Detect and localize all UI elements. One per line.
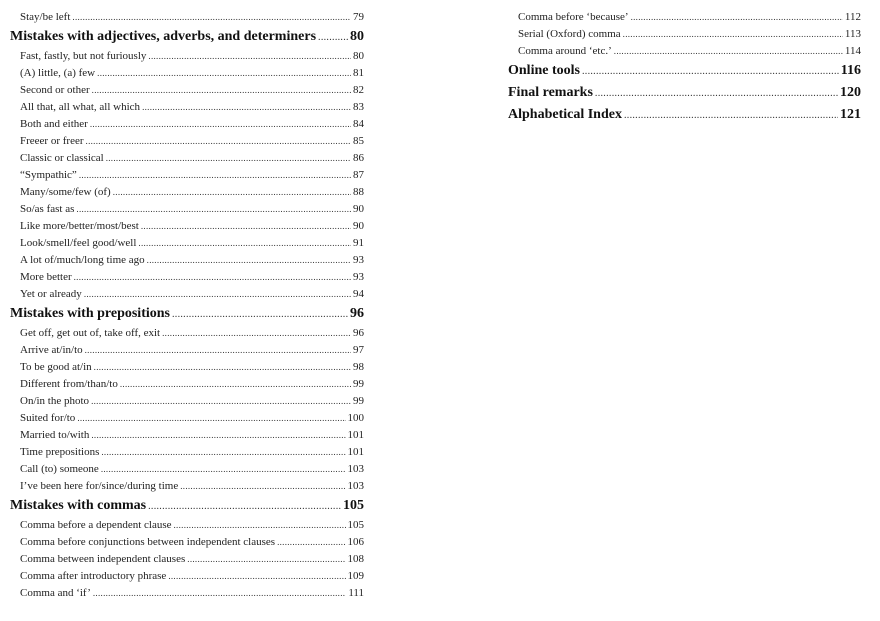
toc-entry-page: 98 [353,361,364,373]
toc-entry-page: 116 [840,63,861,78]
toc-entry-page: 91 [353,237,364,249]
toc-entry-page: 105 [343,498,364,513]
dot-leader [86,133,351,150]
dot-leader [174,517,346,534]
toc-entry-title: I’ve been here for/since/during time [20,480,179,492]
toc-entry-title: Suited for/to [20,412,76,424]
toc-entry-title: Mistakes with commas [10,498,147,513]
toc-entry-title: Both and either [20,118,88,130]
toc-entry[interactable] [10,184,364,201]
dot-leader [74,269,351,286]
dot-leader [162,325,351,342]
dot-leader [72,9,351,26]
dot-leader [101,461,346,478]
dot-leader [106,150,351,167]
toc-entry-page: 86 [353,152,364,164]
toc-entry-title: Mistakes with prepositions [10,306,170,321]
toc-entry-title: So/as fast as [20,203,75,215]
toc-entry-title: Comma and ‘if’ [20,587,91,599]
dot-leader [180,478,345,495]
toc-entry-title: Stay/be left [20,11,71,23]
toc-entry-page: 105 [347,519,364,531]
dot-leader [84,286,351,303]
toc-entry-page: 100 [347,412,364,424]
toc-entry[interactable] [10,376,364,393]
toc-entry-page: 113 [844,28,861,40]
toc-section-entry[interactable] [10,26,364,48]
toc-entry-title: Final remarks [508,85,593,100]
toc-entry-title: To be good at/in [20,361,92,373]
dot-leader [91,393,351,410]
toc-entry[interactable] [10,167,364,184]
toc-section-entry[interactable] [508,82,861,104]
toc-entry-page: 90 [353,220,364,232]
toc-entry-page: 109 [347,570,364,582]
toc-entry-title: Arrive at/in/to [20,344,83,356]
toc-entry-title: Comma around ‘etc.’ [518,45,612,57]
toc-entry-title: Comma before a dependent clause [20,519,172,531]
toc-entry-title: Serial (Oxford) comma [518,28,621,40]
toc-entry-title: Look/smell/feel good/well [20,237,137,249]
dot-leader [94,359,351,376]
toc-entry-title: Many/some/few (of) [20,186,111,198]
toc-entry-title: Online tools [508,63,580,78]
toc-entry-title: Alphabetical Index [508,107,622,122]
toc-entry[interactable] [10,359,364,376]
toc-entry[interactable] [10,218,364,235]
toc-entry-page: 94 [353,288,364,300]
dot-leader [85,342,351,359]
toc-entry[interactable] [508,26,861,43]
dot-leader [172,303,348,326]
dot-leader [141,218,351,235]
toc-entry-title: Comma after introductory phrase [20,570,167,582]
toc-entry-page: 96 [350,306,364,321]
toc-entry[interactable] [10,99,364,116]
toc-entry-title: “Sympathic” [20,169,77,181]
toc-entry-page: 101 [347,429,364,441]
toc-entry-title: Mistakes with adjectives, adverbs, and determiners [10,29,317,44]
toc-entry-title: Like more/better/most/best [20,220,139,232]
toc-entry[interactable] [10,65,364,82]
toc-entry[interactable] [10,342,364,359]
dot-leader [147,252,351,269]
toc-entry-page: 106 [347,536,364,548]
toc-entry[interactable] [10,252,364,269]
toc-section-entry[interactable] [10,303,364,325]
toc-entry-title: Time prepositions [20,446,100,458]
toc-entry-title: (A) little, (a) few [20,67,96,79]
toc-entry[interactable] [10,325,364,342]
toc-entry-page: 85 [353,135,364,147]
dot-leader [138,235,351,252]
toc-entry-page: 121 [840,107,861,122]
toc-section-entry[interactable] [508,104,861,126]
toc-entry-title: Married to/with [20,429,90,441]
toc-entry[interactable] [10,116,364,133]
toc-entry-title: On/in the photo [20,395,90,407]
dot-leader [97,65,351,82]
dot-leader [624,104,838,127]
dot-leader [614,43,843,60]
toc-entry[interactable] [10,393,364,410]
toc-entry-title: Comma between independent clauses [20,553,186,565]
dot-leader [187,551,345,568]
dot-leader [77,410,345,427]
toc-entry-page: 103 [347,463,364,475]
dot-leader [631,9,843,26]
toc-entry-title: Comma before ‘because’ [518,11,629,23]
toc-entry[interactable] [10,478,364,495]
toc-entry-page: 111 [348,587,364,599]
toc-entry[interactable] [10,461,364,478]
dot-leader [90,116,351,133]
toc-entry[interactable] [10,201,364,218]
toc-entry-title: A lot of/much/long time ago [20,254,145,266]
toc-entry-page: 88 [353,186,364,198]
toc-entry-page: 82 [353,84,364,96]
toc-entry-title: All that, all what, all which [20,101,141,113]
dot-leader [93,585,346,602]
toc-entry[interactable] [10,534,364,551]
toc-entry-page: 81 [353,67,364,79]
dot-leader [595,82,838,105]
toc-entry[interactable] [10,9,364,26]
dot-leader [168,568,345,585]
toc-right-column [508,0,861,126]
dot-leader [582,60,839,83]
toc-entry-page: 93 [353,254,364,266]
toc-entry[interactable] [10,150,364,167]
dot-leader [91,427,345,444]
dot-leader [148,48,351,65]
toc-entry-page: 96 [353,327,364,339]
toc-entry-title: Classic or classical [20,152,104,164]
toc-entry[interactable] [508,43,861,60]
toc-entry-title: Fast, fastly, but not furiously [20,50,147,62]
toc-entry[interactable] [10,48,364,65]
toc-entry-page: 80 [353,50,364,62]
dot-leader [318,26,348,49]
toc-entry[interactable] [10,551,364,568]
toc-entry-title: Call (to) someone [20,463,99,475]
toc-entry-page: 80 [350,29,364,44]
dot-leader [113,184,351,201]
dot-leader [623,26,843,43]
dot-leader [79,167,351,184]
toc-entry[interactable] [10,133,364,150]
toc-entry-page: 112 [844,11,861,23]
toc-section-entry[interactable] [10,495,364,517]
toc-left-column [10,0,364,602]
toc-entry-page: 120 [840,85,861,100]
dot-leader [76,201,351,218]
toc-entry-page: 103 [347,480,364,492]
toc-entry[interactable] [508,9,861,26]
toc-section-entry[interactable] [508,60,861,82]
toc-entry-title: Get off, get out of, take off, exit [20,327,161,339]
toc-entry-page: 97 [353,344,364,356]
toc-entry-page: 87 [353,169,364,181]
toc-entry[interactable] [10,427,364,444]
toc-entry-page: 84 [353,118,364,130]
toc-entry[interactable] [10,585,364,602]
toc-entry[interactable] [10,517,364,534]
toc-entry-page: 93 [353,271,364,283]
dot-leader [120,376,351,393]
toc-entry-title: Yet or already [20,288,82,300]
toc-entry-page: 79 [353,11,364,23]
toc-entry-title: Second or other [20,84,90,96]
dot-leader [148,495,341,518]
toc-entry-title: More better [20,271,72,283]
toc-entry[interactable] [10,568,364,585]
toc-entry-page: 101 [347,446,364,458]
dot-leader [92,82,351,99]
toc-entry-page: 108 [347,553,364,565]
toc-entry-title: Comma before conjunctions between independent clauses [20,536,276,548]
dot-leader [101,444,345,461]
dot-leader [142,99,351,116]
toc-entry[interactable] [10,410,364,427]
toc-entry-page: 83 [353,101,364,113]
toc-entry-title: Freeer or freer [20,135,84,147]
toc-entry[interactable] [10,444,364,461]
toc-entry-title: Different from/than/to [20,378,118,390]
dot-leader [277,534,345,551]
toc-entry-page: 90 [353,203,364,215]
toc-entry-page: 99 [353,395,364,407]
toc-entry[interactable] [10,286,364,303]
toc-entry[interactable] [10,235,364,252]
toc-entry-page: 114 [844,45,861,57]
toc-entry[interactable] [10,82,364,99]
toc-entry[interactable] [10,269,364,286]
toc-entry-page: 99 [353,378,364,390]
